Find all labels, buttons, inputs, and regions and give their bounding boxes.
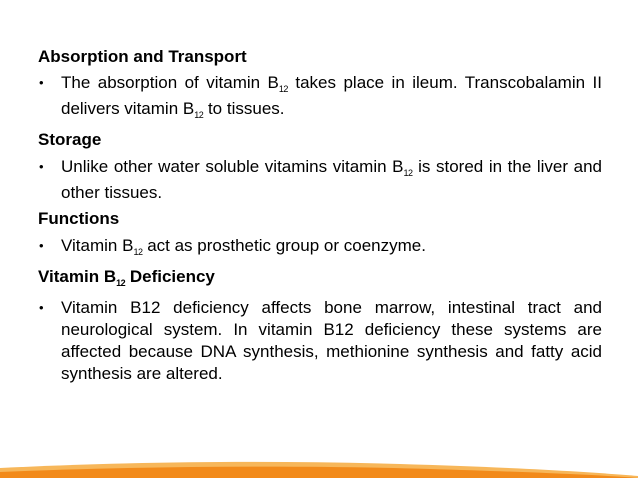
bullet-dot-icon: • xyxy=(39,159,44,174)
heading-text: Deficiency xyxy=(125,267,215,286)
bullet-functions xyxy=(38,234,602,260)
heading-absorption-transport: Absorption and Transport xyxy=(38,47,247,66)
bullet-storage xyxy=(38,155,602,204)
bullet-text: is stored in the liver and other tissues. xyxy=(61,157,602,202)
bullet-text: takes place in ileum. Transcobalamin II delivers vitamin B xyxy=(61,73,602,118)
subscript: 12 xyxy=(116,278,126,288)
bullet-text: to tissues. xyxy=(203,99,285,118)
bullet-dot-icon: • xyxy=(39,238,44,253)
subscript: 12 xyxy=(194,110,204,120)
heading-text: Vitamin B xyxy=(38,267,117,286)
bullet-text: The absorption of vitamin B xyxy=(61,73,279,92)
footer-wave-decoration xyxy=(0,438,638,478)
heading-storage: Storage xyxy=(38,130,102,149)
subscript: 12 xyxy=(278,84,288,94)
bullet-text: Vitamin B12 deficiency affects bone marrow, intestinal tract and neurological system. In vitamin B12 deficiency these systems are affected because DNA synthesis, methionine synthesis and fatty acid synthesis are altered. xyxy=(61,298,602,383)
subscript: 12 xyxy=(133,247,143,257)
slide-content xyxy=(38,46,602,385)
bullet-dot-icon: • xyxy=(39,300,44,315)
subscript: 12 xyxy=(403,168,413,178)
bullet-text: Vitamin B xyxy=(61,236,134,255)
bullet-deficiency xyxy=(38,297,602,385)
bullet-dot-icon: • xyxy=(39,75,44,90)
bullet-absorption xyxy=(38,71,602,123)
heading-deficiency xyxy=(38,266,602,290)
bullet-text: Unlike other water soluble vitamins vitamin B xyxy=(61,157,404,176)
heading-functions: Functions xyxy=(38,209,120,228)
bullet-text: act as prosthetic group or coenzyme. xyxy=(142,236,426,255)
